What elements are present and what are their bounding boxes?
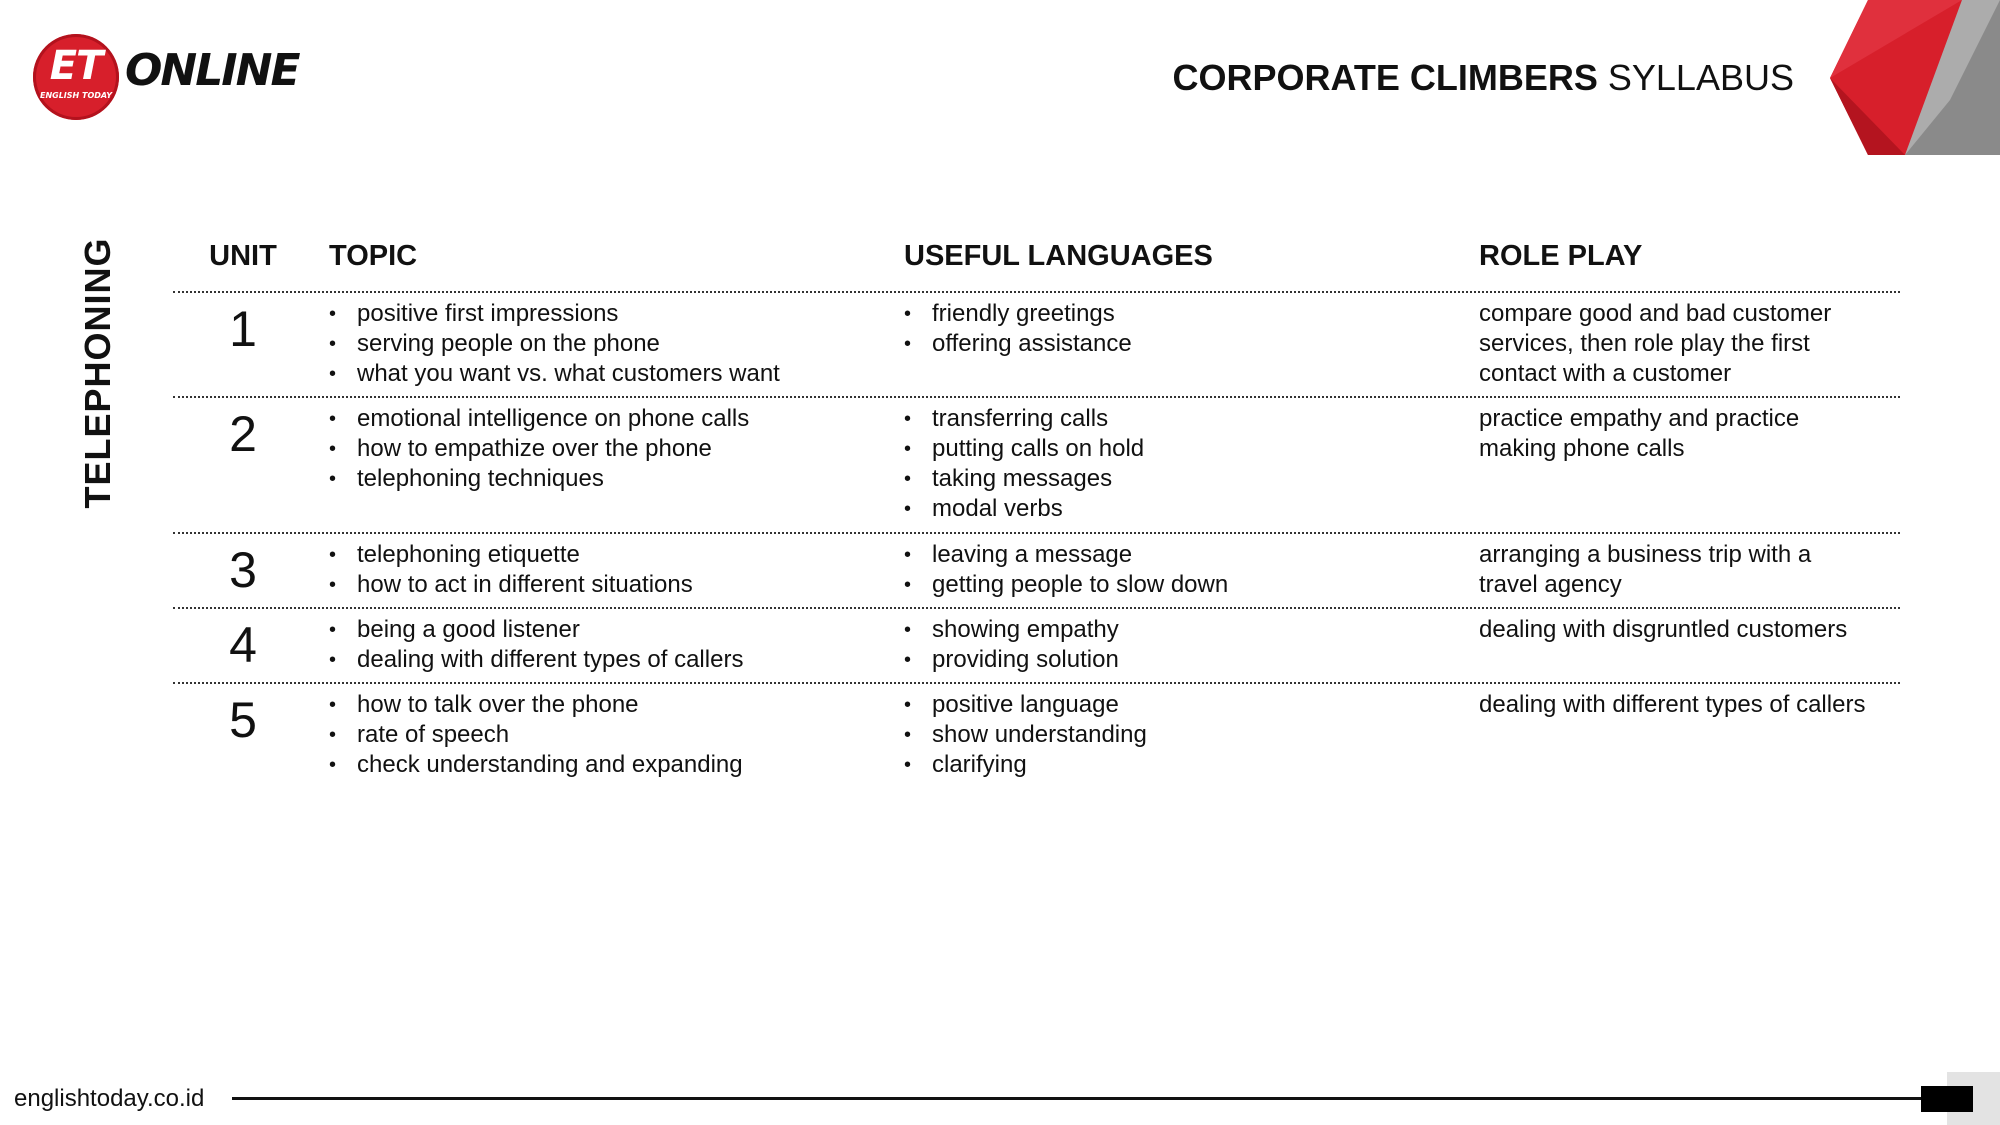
topic-item: • telephoning techniques <box>329 464 889 494</box>
logo-wordmark: ONLINE <box>125 45 299 96</box>
section-label: TELEPHONING <box>77 237 118 509</box>
topic-item: • how to talk over the phone <box>329 690 889 720</box>
role-play-line: dealing with disgruntled customers <box>1479 616 1848 643</box>
topic-item: • emotional intelligence on phone calls <box>329 404 889 434</box>
languages-cell <box>904 404 1464 524</box>
unit-number: 5 <box>229 692 257 748</box>
topic-item: • rate of speech <box>329 720 889 750</box>
topic-item: • how to empathize over the phone <box>329 434 889 464</box>
unit-number: 4 <box>229 617 257 673</box>
languages-cell <box>904 540 1464 600</box>
table-row-unit-1 <box>173 293 1900 398</box>
language-item: • taking messages <box>904 464 1464 494</box>
language-item: • positive language <box>904 690 1464 720</box>
page-title-regular: SYLLABUS <box>1607 57 1794 98</box>
table-row-unit-3 <box>173 534 1900 609</box>
languages-cell <box>904 299 1464 359</box>
role-play-cell <box>1479 540 1899 600</box>
table-row-unit-2 <box>173 398 1900 534</box>
header-role-play: ROLE PLAY <box>1479 240 1643 272</box>
topic-cell <box>329 404 889 494</box>
topic-item: • what you want vs. what customers want <box>329 359 889 389</box>
topic-item: • check understanding and expanding <box>329 750 889 780</box>
role-play-line: practice empathy and practice <box>1479 405 1800 432</box>
language-item: • clarifying <box>904 750 1464 780</box>
page-title <box>1173 56 1794 100</box>
language-item: • transferring calls <box>904 404 1464 434</box>
language-item: • friendly greetings <box>904 299 1464 329</box>
unit-number: 1 <box>229 301 257 357</box>
language-item: • providing solution <box>904 645 1464 675</box>
language-item: • offering assistance <box>904 329 1464 359</box>
role-play-line: dealing with different types of callers <box>1479 691 1866 718</box>
role-play-line: travel agency <box>1479 571 1622 598</box>
role-play-cell <box>1479 404 1899 464</box>
table-row-unit-5 <box>173 684 1900 789</box>
logo-badge-text: ET <box>49 43 103 89</box>
page-title-bold: CORPORATE CLIMBERS <box>1172 57 1598 98</box>
role-play-cell <box>1479 690 1899 720</box>
footer-website-link[interactable]: englishtoday.co.id <box>14 1085 205 1112</box>
role-play-line: compare good and bad customer <box>1479 300 1832 327</box>
table-row-unit-4 <box>173 609 1900 684</box>
topic-cell <box>329 690 889 780</box>
languages-cell <box>904 615 1464 675</box>
syllabus-table <box>173 225 1900 789</box>
corner-decoration <box>1830 0 2000 155</box>
role-play-line: services, then role play the first <box>1479 330 1810 357</box>
unit-number: 3 <box>229 542 257 598</box>
header-unit: UNIT <box>209 240 277 272</box>
language-item: • getting people to slow down <box>904 570 1464 600</box>
role-play-line: contact with a customer <box>1479 360 1732 387</box>
brand-logo <box>33 33 299 121</box>
page-marker <box>1921 1086 1973 1112</box>
topic-cell <box>329 615 889 675</box>
role-play-line: making phone calls <box>1479 435 1685 462</box>
topic-item: • dealing with different types of callers <box>329 645 889 675</box>
header-useful-languages: USEFUL LANGUAGES <box>904 240 1213 272</box>
topic-cell <box>329 299 889 389</box>
language-item: • modal verbs <box>904 494 1464 524</box>
topic-item: • how to act in different situations <box>329 570 889 600</box>
language-item: • show understanding <box>904 720 1464 750</box>
topic-cell <box>329 540 889 600</box>
footer-divider <box>232 1097 1922 1100</box>
table-header <box>173 225 1900 293</box>
logo-badge <box>33 34 119 120</box>
unit-number: 2 <box>229 406 257 462</box>
languages-cell <box>904 690 1464 780</box>
role-play-cell <box>1479 299 1899 389</box>
role-play-line: arranging a business trip with a <box>1479 541 1812 568</box>
topic-item: • being a good listener <box>329 615 889 645</box>
header-topic: TOPIC <box>329 240 418 272</box>
language-item: • showing empathy <box>904 615 1464 645</box>
language-item: • leaving a message <box>904 540 1464 570</box>
topic-item: • serving people on the phone <box>329 329 889 359</box>
language-item: • putting calls on hold <box>904 434 1464 464</box>
topic-item: • positive first impressions <box>329 299 889 329</box>
topic-item: • telephoning etiquette <box>329 540 889 570</box>
logo-badge-subtext: ENGLISH TODAY <box>39 91 112 100</box>
role-play-cell <box>1479 615 1899 645</box>
